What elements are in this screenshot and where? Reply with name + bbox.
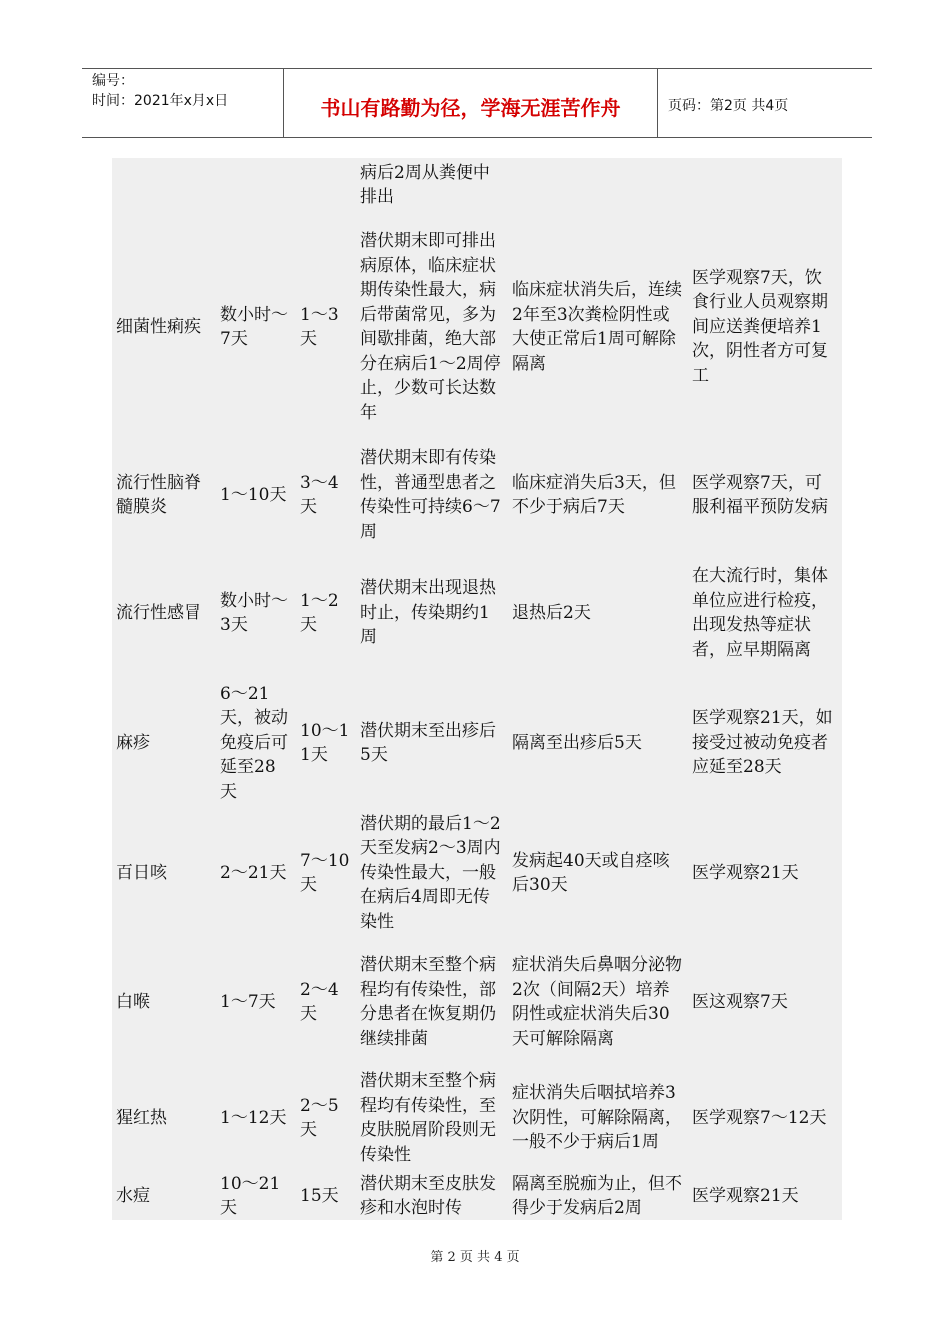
page-footer: 第 2 页 共 4 页 (430, 1250, 520, 1265)
table-row (112, 938, 842, 1066)
document-number-label: 编号： (92, 73, 134, 89)
usual-incubation-cell: 2～5天 (300, 1095, 339, 1140)
contact-measure-cell: 医学观察21天 (692, 862, 799, 883)
incubation-cell: 1～7天 (220, 991, 276, 1012)
infectious-period-cell: 潜伏期末至皮肤发疹和水泡时传 (360, 1173, 496, 1218)
isolation-cell: 退热后2天 (512, 602, 591, 623)
contact-measure-cell (688, 158, 842, 212)
disease-cell: 流行性脑脊髓膜炎 (116, 472, 201, 517)
usual-incubation-cell: 15天 (300, 1185, 339, 1206)
usual-incubation-cell: 3～4天 (300, 472, 339, 517)
document-time: 时间：2021年x月x日 (92, 93, 229, 109)
infectious-period-cell: 潜伏期末出现退热时止，传染期约1周 (360, 578, 496, 648)
table-row (112, 212, 842, 442)
incubation-cell: 数小时～3天 (220, 590, 288, 635)
disease-cell: 麻疹 (116, 732, 150, 753)
disease-cell: 百日咳 (116, 862, 167, 883)
contact-measure-cell: 医学观察7天，可服利福平预防发病 (692, 472, 828, 517)
header-page-info: 页码：第2页 共4页 (668, 98, 789, 114)
usual-incubation-cell: 7～10天 (300, 850, 350, 895)
incubation-cell (216, 158, 296, 212)
disease-table-container (112, 158, 842, 1220)
table-row (112, 1170, 842, 1220)
isolation-cell: 症状消失后鼻咽分泌物2次（间隔2天）培养阴性或症状消失后30天可解除隔离 (512, 955, 682, 1049)
isolation-cell (508, 158, 688, 212)
incubation-cell: 1～12天 (220, 1107, 287, 1128)
usual-incubation-cell: 1～2天 (300, 590, 339, 635)
disease-cell (112, 158, 216, 212)
contact-measure-cell: 医学观察7～12天 (692, 1107, 827, 1128)
isolation-cell: 临床症状消失后，连续2年至3次粪检阴性或大使正常后1周可解除隔离 (512, 280, 682, 374)
page-header (82, 68, 872, 138)
incubation-cell: 数小时～7天 (220, 304, 288, 349)
contact-measure-cell: 医学观察7天，饮食行业人员观察期间应送粪便培养1次，阴性者方可复工 (692, 267, 828, 386)
header-meta (82, 69, 284, 137)
disease-cell: 水痘 (116, 1185, 150, 1206)
usual-incubation-cell: 1～3天 (300, 304, 339, 349)
contact-measure-cell: 在大流行时，集体单位应进行检疫，出现发热等症状者，应早期隔离 (692, 566, 828, 660)
isolation-cell: 隔离至脱痂为止，但不得少于发病后2周 (512, 1173, 682, 1218)
header-motto: 书山有路勤为径，学海无涯苦作舟 (284, 69, 658, 137)
infectious-period-cell: 潜伏期末至出疹后5天 (360, 720, 496, 765)
isolation-cell: 发病起40天或自痉咳后30天 (512, 850, 670, 895)
table-row (112, 442, 842, 548)
table-row (112, 1066, 842, 1170)
contact-measure-cell: 医学观察21天，如接受过被动免疫者应延至28天 (692, 708, 833, 778)
infectious-period-cell: 潜伏期末即有传染性，普通型患者之传染性可持续6～7周 (360, 448, 501, 542)
isolation-cell: 临床症消失后3天，但不少于病后7天 (512, 472, 676, 517)
infectious-period-cell: 病后2周从粪便中排出 (360, 162, 490, 207)
infectious-period-cell: 潜伏期的最后1～2天至发病2～3周内传染性最大，一般在病后4周即无传染性 (360, 813, 501, 932)
incubation-cell: 6～21天，被动免疫后可延至28天 (220, 683, 288, 802)
disease-cell: 细菌性痢疾 (116, 316, 201, 337)
incubation-cell: 2～21天 (220, 862, 287, 883)
incubation-cell: 1～10天 (220, 484, 287, 505)
infectious-period-cell: 潜伏期末即可排出病原体，临床症状期传染性最大，病后带菌常见，多为间歇排菌，绝大部分在病后1～2周停止，少数可长达数年 (360, 231, 501, 423)
table-row (112, 678, 842, 808)
infectious-period-cell: 潜伏期末至整个病程均有传染性，至皮肤脱屑阶段则无传染性 (360, 1071, 496, 1165)
usual-incubation-cell: 10～11天 (300, 720, 350, 765)
incubation-cell: 10～21天 (220, 1173, 281, 1218)
disease-cell: 猩红热 (116, 1107, 167, 1128)
contact-measure-cell: 医这观察7天 (692, 991, 788, 1012)
table-row (112, 808, 842, 938)
table-row (112, 158, 842, 212)
isolation-cell: 症状消失后咽拭培养3次阴性，可解除隔离，一般不少于病后1周 (512, 1083, 682, 1153)
usual-incubation-cell: 2～4天 (300, 979, 339, 1024)
disease-cell: 白喉 (116, 991, 150, 1012)
isolation-cell: 隔离至出疹后5天 (512, 732, 642, 753)
usual-incubation-cell (296, 158, 356, 212)
disease-table (112, 158, 842, 1220)
contact-measure-cell: 医学观察21天 (692, 1185, 799, 1206)
table-row (112, 548, 842, 678)
infectious-period-cell: 潜伏期末至整个病程均有传染性，部分患者在恢复期仍继续排菌 (360, 955, 496, 1049)
disease-cell: 流行性感冒 (116, 602, 201, 623)
